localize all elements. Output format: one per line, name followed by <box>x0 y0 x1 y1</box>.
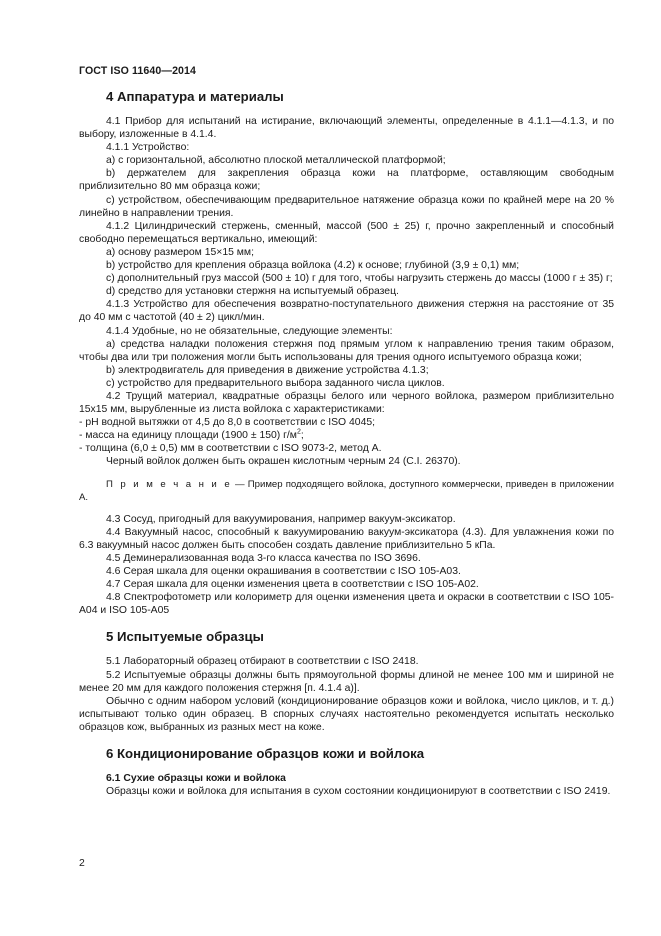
black-felt-note: Черный войлок должен быть окрашен кислотным черным 24 (C.I. 26370). <box>106 456 461 468</box>
section-4-title: 4 Аппаратура и материалы <box>106 89 284 104</box>
paragraph-4-2: 4.2 Трущий материал, квадратные образцы белого или черного войлока, размером приблизительно 15х15 мм, вырубленные из листа войлока с характеристиками: <box>79 390 614 416</box>
felt-mass-superscript: 2 <box>296 428 301 436</box>
section-5-title: 5 Испытуемые образцы <box>106 629 264 645</box>
paragraph-4-3: 4.3 Сосуд, пригодный для вакуумирования, например вакуум-эксикатор. <box>106 513 456 525</box>
list-item-4-1-2-a: а) основу размером 15×15 мм; <box>106 246 254 258</box>
paragraph-4-4: 4.4 Вакуумный насос, способный к вакуумированию вакуум-эксикатора (4.3). Для увлажнения кожи по 6.3 вакуумный насос должен быть способен создать давление приблизительно 5 кПа. <box>79 526 614 551</box>
list-item-4-1-2-d: d) средство для установки стержня на испытуемый образец. <box>106 286 399 298</box>
felt-thickness-requirement: - толщина (6,0 ± 0,5) мм в соответствии с ISO 9073-2, метод А. <box>79 443 382 455</box>
list-item-4-1-1-c: с) устройством, обеспечивающим предварительное натяжение образца кожи по крайней мере на 20 % линейно в направлении трения. <box>79 194 614 219</box>
list-item-4-1-1-a: а) с горизонтальной, абсолютно плоской металлической платформой; <box>106 155 446 167</box>
list-item-4-1-2-c: c) дополнительный груз массой (500 ± 10) г для того, чтобы нагрузить стержень до массы (1000 г ± 35) г; <box>106 273 613 285</box>
paragraph-4-1: 4.1 Прибор для испытаний на истирание, включающий элементы, определенные в 4.1.1—4.1.3, и по выбору, изложенные в 4.1.4. <box>79 116 614 141</box>
paragraph-5-3: Обычно с одним набором условий (кондиционирование образцов кожи и войлока, число циклов, и т. д.) испытывают только один образец. В спорных случаях настоятельно рекомендуется испытать несколько образцов кож, выбранных из разных мест на коже. <box>79 695 614 733</box>
subsection-6-1-title: 6.1 Сухие образцы кожи и войлока <box>106 773 286 785</box>
paragraph-4-8: 4.8 Спектрофотометр или колориметр для оценки изменения цвета и окраски в соответствии с ISO 105-A04 и ISO 105-A05 <box>79 592 614 617</box>
paragraph-5-1: 5.1 Лабораторный образец отбирают в соответствии с ISO 2418. <box>106 656 419 668</box>
section-6-title: 6 Кондиционирование образцов кожи и войлока <box>106 746 425 762</box>
page-content <box>79 89 614 798</box>
felt-mass-end: ; <box>300 430 304 442</box>
felt-ph-requirement: - pH водной вытяжки от 4,5 до 8,0 в соответствии с ISO 4045; <box>79 417 376 429</box>
paragraph-4-1-1: 4.1.1 Устройство: <box>106 142 190 154</box>
list-item-4-1-4-b: b) электродвигатель для приведения в движение устройства 4.1.3; <box>106 364 429 376</box>
felt-mass-requirement <box>79 429 614 442</box>
standard-header: ГОСТ ISO 11640—2014 <box>79 65 197 77</box>
list-item-4-1-2-b: b) устройство для крепления образца войлока (4.2) к основе; глубиной (3,9 ± 0,1) мм; <box>106 260 520 272</box>
felt-mass-text: - масса на единицу площади (1900 ± 150) г/м <box>79 430 297 442</box>
paragraph-4-6: 4.6 Серая шкала для оценки окрашивания в соответствии с ISO 105-A03. <box>106 566 461 578</box>
list-item-4-1-4-c: c) устройство для предварительного выбора заданного числа циклов. <box>106 377 445 389</box>
paragraph-5-2: 5.2 Испытуемые образцы должны быть прямоугольной формы длиной не менее 100 мм и шириной не менее 20 мм для каждого положения стержня [п. 4.1.4 а)]. <box>79 669 614 694</box>
note-paragraph <box>79 478 614 504</box>
paragraph-4-5: 4.5 Деминерализованная вода 3-го класса качества по ISO 3696. <box>106 553 421 564</box>
page-number: 2 <box>79 858 85 869</box>
paragraph-4-7: 4.7 Серая шкала для оценки изменения цвета в соответствии с ISO 105-A02. <box>106 579 479 591</box>
list-item-4-1-4-a: а) средства наладки положения стержня под прямым углом к направлению трения таким образом, чтобы два или три положения могли быть использованы для трения одного испытуемого образца кожи; <box>79 338 614 363</box>
note-label: П р и м е ч а н и е <box>106 478 232 490</box>
note-text: — Пример подходящего войлока, доступного коммерчески, приведен в приложении А. <box>79 478 614 503</box>
paragraph-6-1: Образцы кожи и войлока для испытания в сухом состоянии кондиционируют в соответствии с ISO 2419. <box>106 786 611 798</box>
paragraph-4-1-2: 4.1.2 Цилиндрический стержень, сменный, массой (500 ± 25) г, прочно закрепленный и способный свободно перемещаться вертикально, имеющий: <box>79 220 614 245</box>
list-item-4-1-1-b: b) держателем для закрепления образца кожи на платформе, оставляющим свободным приблизительно 80 мм образца кожи; <box>79 168 614 193</box>
paragraph-4-1-3: 4.1.3 Устройство для обеспечения возвратно-поступательного движения стержня на расстояние от 35 до 40 мм с частотой (40 ± 2) цикл/мин. <box>79 299 614 324</box>
paragraph-4-1-4: 4.1.4 Удобные, но не обязательные, следующие элементы: <box>106 325 393 337</box>
